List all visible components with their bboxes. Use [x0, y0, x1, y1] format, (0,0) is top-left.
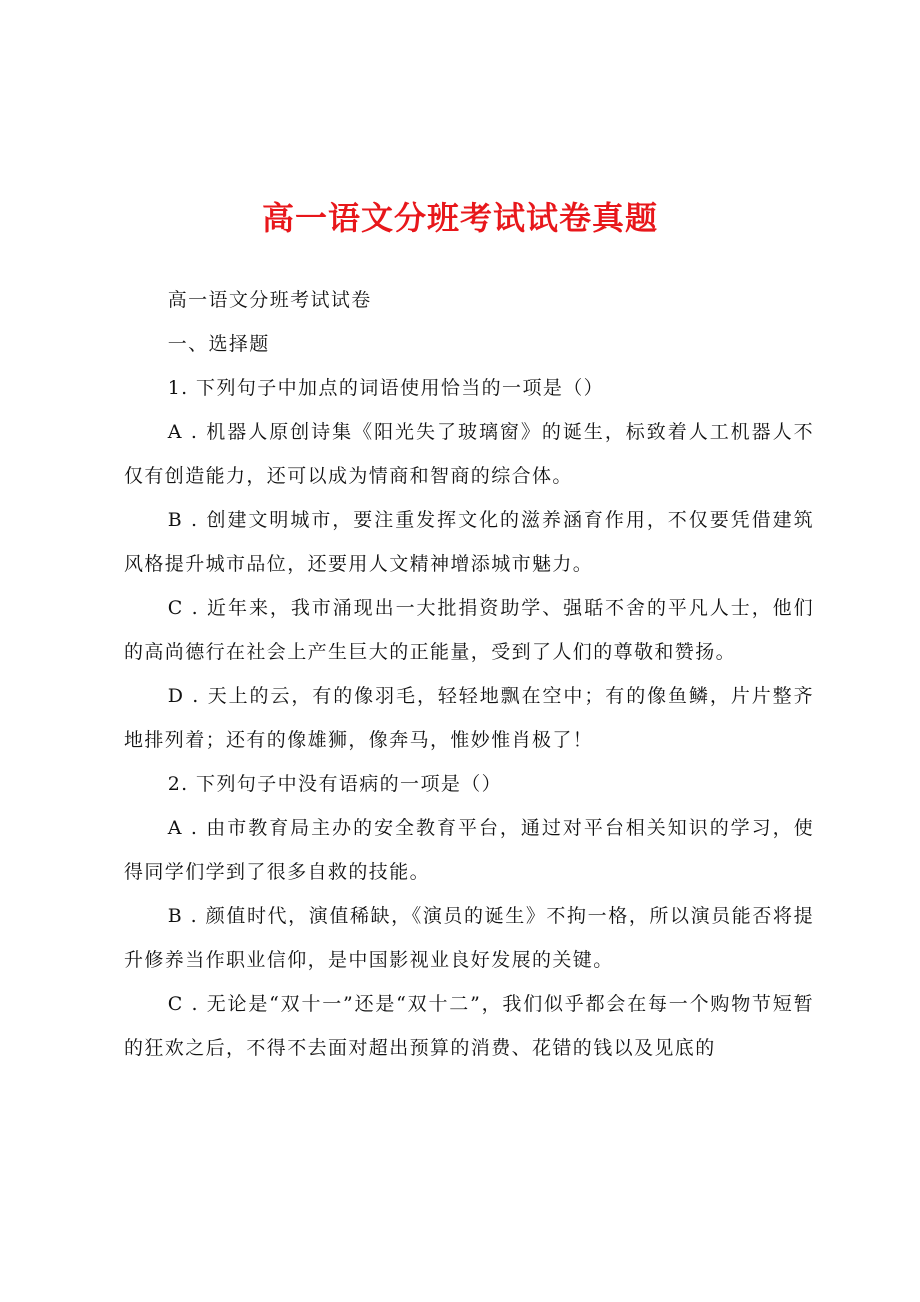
question-2-option-c: C . 无论是“双十一”还是“双十二”，我们似乎都会在每一个购物节短暂的狂欢之后，不得不去面对超出预算的消费、花错的钱以及见底的: [124, 993, 814, 1059]
question-2: 2. 下列句子中没有语病的一项是（）: [167, 773, 503, 795]
question-1-option-d: D . 天上的云，有的像羽毛，轻轻地飘在空中；有的像鱼鳞，片片整齐地排列着；还有的像雄狮，像奔马，惟妙惟肖极了！: [124, 685, 814, 751]
question-1-option-a: A . 机器人原创诗集《阳光失了玻璃窗》的诞生，标致着人工机器人不仅有创造能力，还可以成为情商和智商的综合体。: [124, 421, 814, 487]
subtitle: 高一语文分班考试试卷: [167, 289, 372, 311]
question-2-option-a: A . 由市教育局主办的安全教育平台，通过对平台相关知识的学习，使得同学们学到了很多自救的技能。: [124, 817, 814, 883]
document-title: 高一语文分班考试试卷真题: [261, 199, 658, 237]
question-1: 1. 下列句子中加点的词语使用恰当的一项是（）: [167, 377, 605, 399]
section-heading: 一、选择题: [167, 333, 270, 355]
document-body: [124, 278, 814, 1070]
question-1-option-b: B . 创建文明城市，要注重发挥文化的滋养涵育作用，不仅要凭借建筑风格提升城市品位，还要用人文精神增添城市魅力。: [124, 509, 814, 575]
question-2-option-b: B . 颜值时代，演值稀缺，《演员的诞生》不拘一格，所以演员能否将提升修养当作职业信仰，是中国影视业良好发展的关键。: [124, 905, 814, 971]
question-1-option-c: C . 近年来，我市涌现出一大批捐资助学、强聒不舍的平凡人士，他们的高尚德行在社会上产生巨大的正能量，受到了人们的尊敬和赞扬。: [124, 597, 814, 663]
